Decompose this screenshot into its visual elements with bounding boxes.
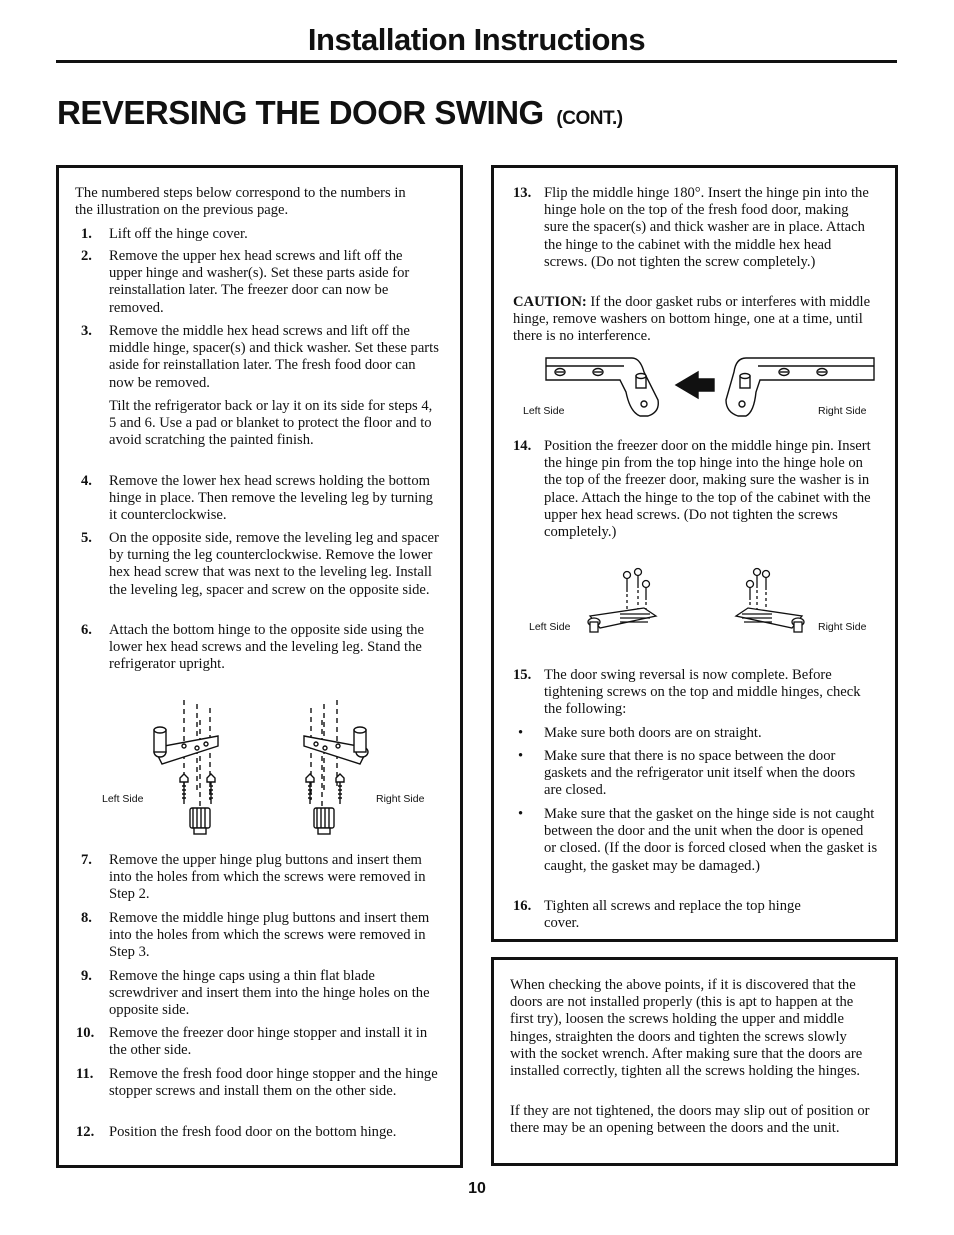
step-number: 2. (81, 248, 92, 264)
step-number: 15. (513, 667, 532, 683)
section-title-cont: (CONT.) (556, 108, 623, 129)
step-number: 10. (76, 1025, 95, 1041)
header-rule (56, 60, 897, 63)
step-text: The door swing reversal is now complete. Before tightening screws on the top and middle hinges, check the following: (544, 667, 861, 718)
step-number: 1. (81, 226, 92, 242)
note-paragraph-2: If they are not tightened, the doors may slip out of position or there may be an opening between the doors and the unit. (510, 1103, 870, 1137)
step-text: On the opposite side, remove the leveling leg and spacer by turning the leg counterclockwise. Remove the lower hex head screw that was next to the leveling leg. Install the leveling leg, spacer and screw on the opposite side. (109, 530, 439, 598)
page-number: 10 (468, 1180, 486, 1197)
note-paragraph-1: When checking the above points, if it is discovered that the doors are not installed properly (this is apt to happen at the first try), loosen the screws holding the upper and middle hinges, straighten the doors and tighten the screws slowly with the socket wrench. After making sure that the doors are installed correctly, tighten all the screws holding the hinges. (510, 977, 863, 1080)
step-number: 11. (76, 1066, 94, 1082)
step-text: Flip the middle hinge 180°. Insert the hinge pin into the hinge hole on the top of the fresh food door, making sure the spacer(s) and thick washer are in place. Attach the hinge to the cabinet with the middle hex head screws. (Do not tighten the screw completely.) (544, 185, 869, 270)
step-number: 9. (81, 968, 92, 984)
figure-label-right: Right Side (818, 405, 867, 417)
caution-label: CAUTION: (513, 294, 587, 310)
intro-paragraph: The numbered steps below correspond to the numbers in the illustration on the previous page. (75, 185, 406, 219)
bullet-text: Make sure that there is no space between the door gaskets and the refrigerator unit itself when the doors are closed. (544, 748, 856, 799)
step-number: 16. (513, 898, 532, 914)
step-number: 13. (513, 185, 532, 201)
step-text: Remove the lower hex head screws holding the bottom hinge in place. Then remove the leveling leg by turning it counterclockwise. (109, 473, 433, 524)
step-number: 12. (76, 1124, 95, 1140)
figure-label-right: Right Side (818, 621, 867, 633)
step-text: Remove the freezer door hinge stopper and install it in the other side. (109, 1025, 428, 1059)
step-text: Position the freezer door on the middle hinge pin. Insert the hinge pin from the top hinge into the hinge hole on the top of the freezer door, making sure the washer is in place. Attach the hinge to the top of the cabinet with the upper hex head screws. (Do not tighten the screws completely.) (544, 438, 871, 541)
step-number: 4. (81, 473, 92, 489)
step-text: Remove the upper hinge plug buttons and insert them into the holes from which the screws were removed in Step 2. (109, 852, 426, 903)
figure-label-left: Left Side (523, 405, 565, 417)
bullet-icon: • (518, 725, 524, 741)
caution-text: If the door gasket rubs or interferes with middle hinge, remove washers on bottom hinge, one at a time, until there is no interference. (513, 294, 871, 345)
bullet-icon: • (518, 748, 524, 764)
section-title (57, 94, 623, 132)
figure-label-left: Left Side (529, 621, 571, 633)
step-text: Lift off the hinge cover. (109, 226, 248, 242)
section-title-text: REVERSING THE DOOR SWING (57, 94, 544, 131)
step-number: 8. (81, 910, 92, 926)
middle-hinge-illustration (540, 352, 880, 432)
bullet-text: Make sure both doors are on straight. (544, 725, 762, 741)
step-text: Remove the hinge caps using a thin flat blade screwdriver and insert them into the hinge holes on the opposite side. (109, 968, 430, 1019)
tilt-note: Tilt the refrigerator back or lay it on its side for steps 4, 5 and 6. Use a pad or blanket to protect the floor and to avoid scratching the painted finish. (109, 398, 433, 449)
step-text: Remove the middle hex head screws and lift off the middle hinge, spacer(s) and thick washer. Set these parts aside for reinstallation later. The fresh food door can now be removed. (109, 323, 439, 391)
figure-label-left: Left Side (102, 793, 144, 805)
step-number: 6. (81, 622, 92, 638)
caution-paragraph (513, 294, 873, 346)
page-header-title: Installation Instructions (307, 22, 646, 57)
step-text: Remove the fresh food door hinge stopper and the hinge stopper screws and install them on the other side. (109, 1066, 438, 1100)
step-number: 3. (81, 323, 92, 339)
bullet-text: Make sure that the gasket on the hinge side is not caught between the door and the unit when the door is opened or closed. (If the door is forced closed when the gasket is caught, the gasket may be damaged.) (544, 806, 878, 874)
step-text: Remove the upper hex head screws and lift off the upper hinge and washer(s). Set these parts aside for reinstallation later. The freezer door can now be removed. (109, 248, 410, 316)
bullet-icon: • (518, 806, 524, 822)
step-number: 14. (513, 438, 532, 454)
step-text: Position the fresh food door on the bottom hinge. (109, 1124, 397, 1140)
bottom-hinge-illustration (140, 690, 440, 845)
step-text: Tighten all screws and replace the top hinge cover. (544, 898, 801, 932)
figure-label-right: Right Side (376, 793, 425, 805)
step-text: Remove the middle hinge plug buttons and insert them into the holes from which the screws were removed in Step 3. (109, 910, 430, 961)
top-hinge-illustration (580, 566, 830, 661)
step-number: 5. (81, 530, 92, 546)
step-number: 7. (81, 852, 92, 868)
step-text: Attach the bottom hinge to the opposite side using the lower hex head screws and the leveling leg. Stand the refrigerator upright. (109, 622, 424, 673)
